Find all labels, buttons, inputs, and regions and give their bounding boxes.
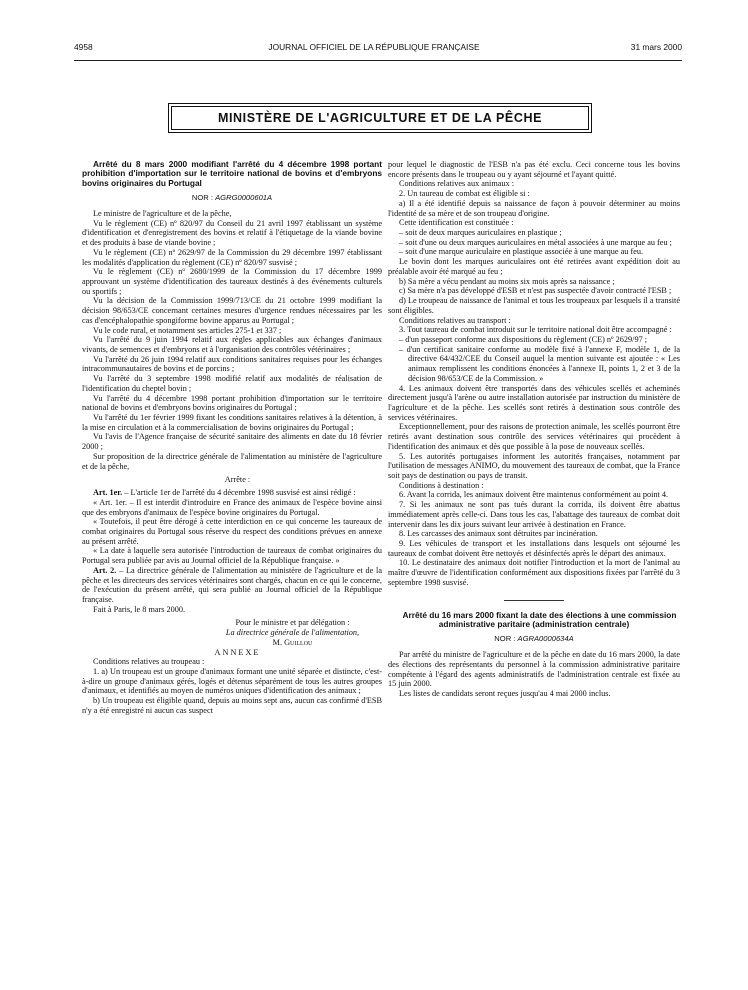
annexe-paragraph: b) Un troupeau est éligible quand, depuis au moins sept ans, aucun cas confirmé d'ESB n'y a été enregistré ni aucun cas suspect: [82, 696, 382, 715]
fait-line: Fait à Paris, le 8 mars 2000.: [93, 604, 186, 614]
visa: Vu le code rural, et notamment ses articles 275-1 et 337 ;: [93, 325, 282, 335]
page-number: 4958: [74, 42, 93, 52]
article-1: Art. 1er. – L'article 1er de l'arrêté du 4 décembre 1998 susvisé est ainsi rédigé :: [93, 488, 356, 498]
annexe-paragraph: 10. Le destinataire des animaux doit notifier l'introduction et la mort de l'animal au maître d'œuvre de l'identification conformément aux dispositions fixées par l'arrêté du 3 septembre 1998 susvisé.: [388, 558, 680, 587]
annexe-paragraph: 2. Un taureau de combat est éligible si :: [399, 189, 530, 199]
list-item: – soit d'une marque auriculaire en plastique associée à une marque au feu.: [399, 247, 644, 257]
visa: Vu l'arrêté du 26 juin 1994 relatif aux conditions sanitaires requises pour les échanges intracommunautaires de bovins et de porcins ;: [82, 354, 382, 374]
header-rule: [74, 60, 682, 61]
section-separator: [504, 600, 564, 601]
quote-paragraph: « Art. 1er. – Il est interdit d'introduire en France des animaux de l'espèce bovine ainsi que des embryons d'animaux de l'espèce bovine originaires du Portugal.: [82, 497, 382, 517]
annexe-paragraph: 5. Les autorités portugaises informent les autorités françaises, notamment par l'utilisation de messages ANIMO, du mouvement des taureaux de combat, que la France soit pays de destination ou pays de transit.: [388, 451, 680, 480]
visa: Vu la décision de la Commission 1999/713/CE du 21 octobre 1999 modifiant la décision 98/653/CE concernant certaines mesures d'urgence rendues nécessaires par les cas d'encéphalopathie spongiforme bovine apparus au Portugal ;: [82, 296, 382, 325]
section-heading: Conditions relatives au transport :: [399, 315, 511, 325]
annexe-paragraph: 1. a) Un troupeau est un groupe d'animaux formant une unité séparée et distincte, c'est-à-dire un groupe d'animaux gérés, logés et détenus séparément de tous les autres groupes d'animaux, et identifiés au moyen de numéros uniques d'identification des animaux ;: [82, 667, 382, 696]
quote-paragraph: « Toutefois, il peut être dérogé à cette interdiction en ce qui concerne les taureaux de combat originaires du Portugal sous réserve du respect des conditions prévues en annexe au présent arrêté.: [82, 517, 382, 546]
annexe-paragraph: b) Sa mère a vécu pendant au moins six mois après sa naissance ;: [399, 276, 615, 286]
visa: Vu l'arrêté du 9 juin 1994 relatif aux règles applicables aux échanges d'animaux vivants, de semences et d'embryons et à l'organisation des contrôles vétérinaires ;: [82, 335, 382, 354]
ministry-banner: MINISTÈRE DE L'AGRICULTURE ET DE LA PÊCHE: [171, 106, 589, 130]
annexe-paragraph: d) Le troupeau de naissance de l'animal et tous les troupeaux par lesquels il a transité sont éligibles.: [388, 296, 680, 315]
visa: Le ministre de l'agriculture et de la pêche,: [93, 208, 232, 218]
annexe-paragraph: c) Sa mère n'a pas développé d'ESB et n'est pas suspectée d'avoir contracté l'ESB ;: [399, 286, 672, 296]
visa: Vu l'arrêté du 4 décembre 1998 portant prohibition d'importation sur le territoire national de bovins et d'embryons bovins originaires du Portugal ;: [82, 393, 382, 413]
list-item: – soit de deux marques auriculaires en plastique ;: [399, 228, 562, 238]
arrete2-title: Arrêté du 16 mars 2000 fixant la date des élections à une commission administrative paritaire (administration centrale): [402, 609, 677, 630]
annexe-paragraph: Cette identification est constituée :: [399, 218, 514, 228]
section-heading: Conditions à destination :: [399, 480, 484, 490]
article-2: Art. 2. – La directrice générale de l'alimentation au ministère de l'agriculture et de la pêche et les directeurs des services vétérinaires sont chargés, chacun en ce qui le concerne, de l'exécution du présent arrêté, qui sera publié au Journal officiel de la République française.: [82, 565, 383, 604]
annexe-paragraph: Exceptionnellement, pour des raisons de protection animale, les scellés pourront être retirés avant destination sous contrôle des services vétérinaires qui procèdent à l'identification des animaux et dès que possible à la pose de nouveaux scellés.: [388, 422, 680, 451]
visa: Sur proposition de la directrice générale de l'alimentation au ministère de l'agriculture et de la pêche,: [82, 451, 382, 471]
visa: Vu l'arrêté du 3 septembre 1998 modifié relatif aux modalités de réalisation de l'identification du cheptel bovin ;: [82, 374, 382, 393]
annexe-paragraph: Le bovin dont les marques auriculaires ont été retirées avant expédition doit au préalable avoir été marqué au feu ;: [388, 257, 680, 276]
arrete2-paragraph: Les listes de candidats seront reçues jusqu'au 4 mai 2000 inclus.: [399, 689, 611, 699]
annexe-paragraph: Conditions relatives au troupeau :: [93, 657, 205, 667]
visa: Vu le règlement (CE) nº 2680/1999 de la Commission du 17 décembre 1999 approuvant un système d'identification des taureaux destinés à des événements culturels ou sportifs ;: [82, 267, 382, 296]
section-heading: Conditions relatives aux animaux :: [399, 179, 515, 189]
list-item: – d'un certificat sanitaire conforme au modèle fixé à l'annexe F, modèle 1, de la directive 64/432/CEE du Conseil auquel la mention suivante est ajoutée : « Les animaux remplissent les conditions énoncées à l'annexe II, points 1, 2 et 3 de la décision 98/653/CE de la Commission. »: [399, 344, 680, 383]
annexe-paragraph: 6. Avant la corrida, les animaux doivent être maintenus conformément au point 4.: [399, 490, 669, 500]
quote-paragraph: « La date à laquelle sera autorisée l'introduction de taureaux de combat originaires du Portugal sera publiée par avis au Journal officiel de la République française. »: [82, 546, 382, 566]
visa: Vu l'avis de l'Agence française de sécurité sanitaire des aliments en date du 18 février 2000 ;: [82, 432, 382, 452]
visa: Vu l'arrêté du 1er février 1999 fixant les conditions sanitaires relatives à la détention, à la mise en circulation et à la commercialisation de bovins originaires du Portugal ;: [82, 413, 382, 432]
right-column: [388, 160, 680, 699]
arrete-word: Arrête :: [224, 475, 251, 485]
arrete2-paragraph: Par arrêté du ministre de l'agriculture et de la pêche en date du 16 mars 2000, la date des élections des représentants du personnel à la commission administrative paritaire compétente à l'égard des agents administratifs de l'administration centrale est fixée au 15 juin 2000.: [388, 650, 680, 689]
issue-date: 31 mars 2000: [630, 42, 682, 52]
signature-name: M. Guillou: [272, 637, 313, 647]
visa: Vu le règlement (CE) nº 820/97 du Conseil du 21 avril 1997 établissant un système d'identification et d'enregistrement des bovins et relatif à l'étiquetage de la viande bovine et des produits à base de viande bovine ;: [82, 218, 382, 248]
list-item: – soit d'une ou deux marques auriculaires en métal associées à une marque au feu ;: [399, 237, 672, 247]
annexe-paragraph: 4. Les animaux doivent être transportés dans des véhicules scellés et acheminés directement jusqu'à l'arène ou autre installation autorisée par instruction du ministère de l'agriculture et de la pêche. Les scellés sont retirés à destination sous contrôle des services vétérinaires.: [388, 383, 680, 422]
annexe-paragraph: 8. Les carcasses des animaux sont détruites par incinération.: [399, 529, 598, 539]
arrete2-nor: NOR : AGRA0000634A: [494, 634, 574, 644]
left-column: [82, 160, 382, 716]
annexe-paragraph: pour lequel le diagnostic de l'ESB n'a pas été exclu. Ceci concerne tous les bovins encore présents dans le troupeau ou y ayant séjourné et l'ayant quitté.: [388, 160, 680, 179]
annexe-title: ANNEXE: [214, 647, 261, 657]
list-item: – d'un passeport conforme aux dispositions du règlement (CE) nº 2629/97 ;: [399, 334, 648, 344]
arrete1-nor: NOR : AGRG0000601A: [191, 193, 273, 203]
page-header: [0, 42, 748, 56]
arrete1-title: Arrêté du 8 mars 2000 modifiant l'arrêté du 4 décembre 1998 portant prohibition d'importation sur le territoire national de bovins et d'embryons bovins originaires du Portugal: [82, 159, 382, 188]
annexe-paragraph: 9. Les véhicules de transport et les installations dans lesquels ont séjourné les taureaux de combat doivent être nettoyés et désinfectés après le départ des animaux.: [388, 539, 680, 558]
annexe-paragraph: 3. Tout taureau de combat introduit sur le territoire national doit être accompagné :: [399, 325, 672, 335]
signature-title: La directrice générale de l'alimentation,: [225, 628, 360, 638]
annexe-paragraph: a) Il a été identifié depuis sa naissance de façon à pouvoir déterminer au moins l'identité de sa mère et de son troupeau d'origine.: [388, 198, 680, 218]
annexe-paragraph: 7. Si les animaux ne sont pas tués durant la corrida, ils doivent être abattus immédiatement après celle-ci. Dans tous les cas, l'abattage des taureaux de combat doit intervenir dans les dix jours suivant leur arrivée à destination en France.: [388, 500, 680, 529]
signature-delegation: Pour le ministre et par délégation :: [235, 618, 350, 628]
journal-title: JOURNAL OFFICIEL DE LA RÉPUBLIQUE FRANÇAISE: [268, 42, 480, 52]
visa: Vu le règlement (CE) nº 2629/97 de la Commission du 29 décembre 1997 établissant les modalités d'application du règlement (CE) nº 820/97 susvisé ;: [82, 247, 382, 267]
